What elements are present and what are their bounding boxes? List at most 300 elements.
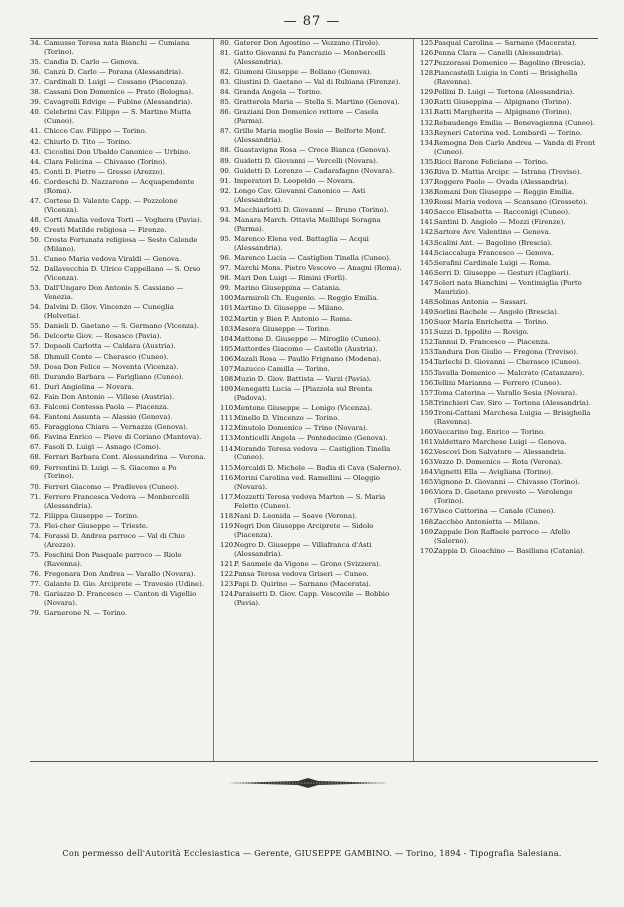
entry-text: Tellini Marianna — Ferrero (Cuneo). — [434, 378, 562, 387]
entry-number: 137. — [420, 177, 436, 186]
list-item — [420, 188, 598, 197]
entry-number: 94. — [220, 215, 231, 224]
list-item — [30, 303, 206, 321]
entry-text: Gratterola Maria — Stella S. Martino (Genova). — [234, 98, 400, 107]
entry-number: 67. — [30, 443, 41, 452]
list-item — [420, 129, 598, 138]
entry-text: Valdettaro Marchese Luigi — Genova. — [434, 438, 567, 446]
list-item — [30, 453, 206, 462]
entry-text: Guastavigna Rosa — Croce Bianca (Genova). — [234, 146, 391, 155]
entry-number: 164. — [420, 468, 436, 477]
entry-text: Pezzorassi Domenico — Bagolino (Brescia). — [434, 59, 586, 68]
entry-text: Sacco Elisabetta — Racconigi (Cuneo). — [434, 208, 571, 217]
list-item — [220, 404, 406, 413]
list-item — [220, 345, 406, 354]
entry-text: Zappale Don Raffaele parroco — Afello (Salerno). — [434, 527, 571, 545]
entry-text: Ratti Margherita — Alpignano (Torino). — [434, 108, 572, 117]
list-item — [220, 315, 406, 324]
entry-number: 87. — [220, 127, 231, 136]
list-item — [420, 259, 598, 268]
list-item — [30, 168, 206, 177]
list-item — [220, 522, 406, 540]
entry-number: 49. — [30, 226, 41, 235]
entry-number: 86. — [220, 108, 231, 117]
entry-number: 160. — [420, 427, 436, 436]
entry-text: Morcaldi D. Michele — Badia di Cava (Salerno). — [234, 463, 402, 472]
list-item — [420, 318, 598, 327]
entry-number: 133. — [420, 128, 436, 137]
list-item — [30, 88, 206, 97]
list-item — [220, 493, 406, 511]
entry-number: 65. — [30, 423, 41, 432]
list-item — [220, 98, 406, 107]
list-item — [420, 198, 598, 207]
entry-text: Conti D. Pietro — Gresso (Arezzo). — [44, 167, 165, 176]
entry-number: 81. — [220, 49, 231, 58]
list-item — [30, 383, 206, 392]
list-item — [30, 322, 206, 331]
entry-text: Galante D. Gio. Arciprete — Travesio (Udine). — [44, 579, 204, 588]
entry-text: Cresti Matilde religiosa — Firenze. — [44, 226, 167, 235]
list-item — [220, 385, 406, 403]
entry-number: 143. — [420, 238, 436, 247]
list-item — [30, 68, 206, 77]
entry-text: Cassani Don Domenico — Prato (Bologna). — [44, 88, 194, 97]
imprint-footer: Con permesso dell'Autorità Ecclesiastica — Gerente, GIUSEPPE GAMBINO. — Torino, 1894 - Tipografia Salesiana. — [62, 848, 562, 858]
entry-text: Granda Angela — Torino. — [234, 88, 322, 97]
entry-text: Foschini Don Pasquale parroco — Riolo (Ravenna). — [44, 550, 182, 568]
list-item — [420, 98, 598, 107]
entry-number: 52. — [30, 265, 41, 274]
entry-text: Mazali Rosa — Paullo Frignano (Modena). — [234, 354, 382, 363]
entry-number: 105. — [220, 344, 236, 353]
entry-text: Garnerone N. — Torino. — [44, 609, 127, 617]
entry-text: Dopaoli Carlotta — Caldara (Austria). — [44, 342, 176, 351]
entry-number: 159. — [420, 408, 436, 417]
entry-number: 50. — [30, 236, 41, 245]
list-item — [220, 474, 406, 492]
entry-text: Cordeschi D. Nazzareno — Acquapendente (Roma). — [44, 177, 195, 195]
entry-number: 66. — [30, 433, 41, 442]
entry-number: 136. — [420, 167, 436, 176]
entry-number: 56. — [30, 332, 41, 341]
entry-text: Manara March. Ottavia Mellilupi Soragna (Parma). — [234, 215, 381, 233]
entry-number: 53. — [30, 284, 41, 293]
list-item — [30, 423, 206, 432]
entry-number: 125. — [420, 39, 436, 47]
entry-number: 115. — [220, 463, 236, 472]
entry-number: 131. — [420, 108, 436, 117]
entry-text: Corti Amalia vedova Torti — Voghera (Pavia). — [44, 215, 202, 224]
list-item — [420, 358, 598, 367]
entry-text: Ricci Barone Feliciano — Torino. — [434, 157, 549, 166]
entry-number: 71. — [30, 492, 41, 501]
entry-number: 135. — [420, 157, 436, 166]
list-item — [220, 590, 406, 608]
list-item — [30, 178, 206, 196]
entry-text: Longo Cav. Giovanni Canonico — Asti (Alessandria). — [234, 186, 366, 204]
entry-text: Gaterer Don Agostino — Vezzano (Tirolo). — [234, 39, 381, 47]
entry-text: Crosta Fortunata religiosa — Sesto Calende (Milano). — [44, 236, 198, 254]
entry-text: Rossi Maria vedova — Scansano (Grosseto). — [434, 198, 588, 207]
entry-number: 108. — [220, 375, 236, 384]
entry-text: Gatto Giovanni fu Pancrazio — Monbercelli (Alessandria). — [234, 49, 386, 66]
entry-number: 83. — [220, 78, 231, 87]
entry-number: 146. — [420, 268, 436, 277]
entry-text: Dalvini D. Glov. Vincenzo — Cuneglia (Helvetia). — [44, 303, 174, 321]
entry-number: 69. — [30, 463, 41, 472]
entry-number: 76. — [30, 569, 41, 578]
list-item — [220, 445, 406, 463]
list-item — [420, 249, 598, 258]
entry-number: 39. — [30, 98, 41, 107]
entry-text: Cardinali D. Luigi — Cossano (Piacenza). — [44, 78, 188, 87]
list-item — [30, 98, 206, 107]
entry-text: Delcorte Giov. — Rosasco (Pavia). — [44, 332, 162, 341]
entry-number: 111. — [220, 414, 236, 423]
entry-text: Minello D. Vincenzo — Torino. — [234, 414, 340, 423]
entry-number: 88. — [220, 146, 231, 155]
entry-text: Romani Don Giuseppe — Reggio Emilia. — [434, 188, 575, 197]
entry-text: Paraisetti D. Giov. Capp. Vescovile — Bobbio (Pavia). — [234, 590, 390, 607]
entry-text: Mattordes Giacomo — Castello (Austria). — [234, 344, 378, 353]
entry-number: 158. — [420, 398, 436, 407]
entry-text: Dall'Ungaro Don Antonio S. Cassiano — Venezia. — [44, 284, 184, 302]
list-item — [220, 216, 406, 234]
list-item — [30, 551, 206, 569]
entry-text: Filippa Giuseppe — Torino. — [44, 511, 139, 520]
entry-text: Serri D. Giuseppe — Gesturi (Cagliari). — [434, 268, 571, 277]
list-item — [220, 304, 406, 313]
entry-text: Vignono D. Giovanni — Chivasso (Torino). — [434, 478, 580, 487]
entry-text: Guidetti D. Lorenzo — Cadarafagno (Novara). — [234, 166, 395, 175]
entry-number: 77. — [30, 579, 41, 588]
list-item — [30, 590, 206, 608]
list-item — [30, 483, 206, 492]
entry-number: 145. — [420, 258, 436, 267]
entry-number: 48. — [30, 215, 41, 224]
entry-text: Ferrentini D. Luigi — S. Giacomo a Po (Torino). — [44, 463, 177, 481]
list-item — [220, 39, 406, 48]
entry-text: Tarlechi D. Giovanni — Cherasco (Cuneo). — [434, 358, 582, 367]
entry-text: Roggero Paolo — Ovada (Alessandria). — [434, 177, 569, 186]
entry-number: 74. — [30, 531, 41, 540]
entry-number: 128. — [420, 69, 436, 78]
list-item — [220, 424, 406, 433]
entry-text: Piancastelli Luigia in Conti — Brisighella (Ravenna). — [434, 69, 578, 87]
entry-text: Visco Cattorina — Canale (Cuneo). — [434, 507, 556, 516]
list-item — [420, 369, 598, 378]
list-item — [30, 236, 206, 254]
entry-text: Marmiroli Ch. Eugenio. — Reggio Emilia. — [234, 294, 379, 303]
entry-text: Marino Giuseppina — Catania. — [234, 284, 342, 293]
entry-text: Menegatti Lucia — [Piazzola sul Brenta (Padova). — [234, 385, 373, 403]
list-item — [420, 168, 598, 177]
list-item — [420, 69, 598, 87]
entry-number: 93. — [220, 205, 231, 214]
entry-text: Sciaccaluga Francesco — Genova. — [434, 248, 554, 257]
entry-number: 107. — [220, 364, 236, 373]
entry-number: 134. — [420, 138, 436, 147]
entry-text: Pansa Teresa vedova Griseri — Cuneo. — [234, 569, 369, 578]
entry-text: Ciccolini Don Ubaldo Canonico — Urbino. — [44, 147, 191, 156]
list-item — [30, 78, 206, 87]
list-item — [420, 468, 598, 477]
list-item — [30, 532, 206, 550]
entry-text: Giumoni Giuseppe — Bollano (Genova). — [234, 68, 372, 77]
list-item — [420, 409, 598, 427]
list-item — [30, 255, 206, 264]
entry-text: Viora D. Gaetano prevosto — Verolengo (Torino). — [434, 488, 573, 506]
entry-number: 170. — [420, 546, 436, 555]
list-item — [30, 493, 206, 511]
list-item — [220, 284, 406, 293]
column-1 — [30, 39, 206, 761]
entry-text: Mentone Giuseppe — Lonigo (Vicenza). — [234, 404, 372, 413]
entry-number: 42. — [30, 137, 41, 146]
page-number: — 87 — — [283, 14, 341, 29]
entry-number: 126. — [420, 49, 436, 58]
entry-number: 100. — [220, 294, 236, 303]
entry-number: 103. — [220, 324, 236, 333]
list-item — [220, 580, 406, 589]
entry-text: Durì Angiolina — Novara. — [44, 382, 134, 391]
list-item — [30, 522, 206, 531]
list-item — [220, 68, 406, 77]
entry-text: Monticelli Angela — Pontedecimo (Genova). — [234, 434, 388, 443]
entry-number: 79. — [30, 609, 41, 617]
entry-text: Fantoni Assunta — Alassio (Genova). — [44, 413, 173, 422]
list-item — [30, 609, 206, 618]
list-item — [220, 335, 406, 344]
entry-number: 98. — [220, 274, 231, 283]
entry-number: 149. — [420, 307, 436, 316]
entry-text: Flei-cher Giuseppe — Trieste. — [44, 521, 149, 530]
entry-number: 104. — [220, 334, 236, 343]
list-item — [30, 413, 206, 422]
entry-number: 120. — [220, 540, 236, 549]
list-item — [420, 458, 598, 467]
entry-number: 113. — [220, 434, 236, 443]
list-item — [220, 512, 406, 521]
entry-text: Dosa Don Felice — Noventa (Vicenza). — [44, 362, 179, 371]
entry-number: 121. — [220, 559, 236, 568]
list-item — [420, 389, 598, 398]
list-item — [30, 363, 206, 372]
list-item — [220, 88, 406, 97]
entry-text: Fregonara Don Andrea — Varallo (Novara). — [44, 569, 196, 578]
entry-number: 85. — [220, 98, 231, 107]
entry-number: 35. — [30, 58, 41, 66]
list-item — [420, 39, 598, 48]
entry-text: Morini Carolina ved. Ramellini — Oleggio (Novara). — [234, 473, 380, 491]
ornament-divider-icon — [228, 778, 388, 788]
entry-text: Danieli D. Gaetano — S. Germano (Vicenza). — [44, 322, 199, 331]
list-item — [420, 328, 598, 337]
list-item — [420, 298, 598, 307]
entry-number: 54. — [30, 303, 41, 312]
entry-number: 119. — [220, 521, 236, 530]
entry-text: Gariazzo D. Francesco — Canton di Vigellio (Novara). — [44, 590, 197, 607]
entry-text: P. Saumele da Vigone — Grono (Svizzera). — [234, 559, 381, 568]
entry-number: 139. — [420, 198, 436, 207]
entry-number: 38. — [30, 88, 41, 97]
entry-text: Morando Teresa vedova — Castiglion Tinella (Cuneo). — [234, 444, 391, 462]
entry-number: 96. — [220, 253, 231, 262]
list-item — [220, 167, 406, 176]
list-item — [30, 58, 206, 67]
entry-text: Fain Don Antonio — Villese (Austria). — [44, 392, 175, 401]
entry-number: 150. — [420, 318, 436, 327]
entry-number: 102. — [220, 314, 236, 323]
entry-number: 154. — [420, 358, 436, 367]
entry-text: Nani D. Leonida — Soave (Verona). — [234, 511, 357, 520]
entry-number: 64. — [30, 413, 41, 422]
list-item — [220, 157, 406, 166]
entry-text: Mattone D. Giuseppe — Miroglio (Cuneo). — [234, 334, 381, 343]
list-item — [30, 216, 206, 225]
entry-text: Serafini Cardinale Luigi — Roma. — [434, 258, 552, 267]
list-item — [420, 528, 598, 546]
entry-text: Marchi Mons. Pietro Vescovo — Anagni (Roma). — [234, 264, 402, 273]
entry-number: 140. — [420, 208, 436, 217]
list-item — [30, 580, 206, 589]
list-item — [420, 49, 598, 58]
entry-text: Vezzo D. Domenico — Rota (Verona). — [434, 458, 563, 467]
list-item — [420, 88, 598, 97]
list-item — [420, 158, 598, 167]
list-item — [30, 108, 206, 126]
entry-number: 70. — [30, 482, 41, 491]
list-item — [420, 178, 598, 187]
list-item — [220, 177, 406, 186]
entry-number: 91. — [220, 176, 231, 185]
entry-number: 138. — [420, 188, 436, 197]
entry-number: 92. — [220, 186, 231, 195]
column-divider — [413, 39, 414, 761]
list-item — [220, 355, 406, 364]
entry-number: 168. — [420, 517, 436, 526]
entry-text: Imperatori D. Leopoldo — Novara. — [234, 176, 355, 185]
list-item — [420, 518, 598, 527]
entry-number: 41. — [30, 127, 41, 136]
list-item — [220, 464, 406, 473]
entry-text: Suor Maria Enrichetta — Torino. — [434, 318, 549, 327]
entry-number: 58. — [30, 352, 41, 361]
entry-text: Grillo Maria moglie Bosio — Belforte Monf. (Alessandria). — [234, 127, 386, 145]
list-item — [420, 547, 598, 556]
entry-number: 117. — [220, 492, 236, 501]
entry-number: 144. — [420, 248, 436, 257]
list-item — [220, 274, 406, 283]
list-item — [420, 488, 598, 506]
entry-text: Forassi D. Andrea parroco — Val di Chio (Arezzo). — [44, 531, 185, 549]
entry-text: Solinas Antonia — Sassari. — [434, 297, 528, 306]
entry-text: Martino D. Giuseppe — Milano. — [234, 304, 345, 313]
list-item — [420, 428, 598, 437]
entry-number: 101. — [220, 304, 236, 313]
entry-number: 43. — [30, 147, 41, 156]
entry-number: 130. — [420, 98, 436, 107]
entry-text: Faraggiona Chiara — Vernazza (Genova). — [44, 423, 188, 432]
entry-number: 161. — [420, 438, 436, 446]
entry-text: Camusso Teresa nata Bianchi — Cumiana (Torino). — [44, 39, 190, 56]
entry-number: 75. — [30, 550, 41, 559]
entry-text: Martin y Bien P. Antonio — Roma. — [234, 314, 353, 323]
entry-number: 47. — [30, 196, 41, 205]
entry-text: Reyneri Caterina ved. Lombardi — Torino. — [434, 128, 582, 137]
entry-number: 51. — [30, 255, 41, 264]
entry-text: Chiurlo D. Tito — Torino. — [44, 137, 132, 146]
list-item — [220, 108, 406, 126]
entry-text: Candia D. Carlo — Genova. — [44, 58, 140, 66]
entry-text: Riva D. Mattia Arcipr. — Istrana (Treviso). — [434, 167, 582, 176]
entry-text: Dhmull Conte — Cherasco (Cuneo). — [44, 352, 169, 361]
entry-text: Mazucco Camilla — Torino. — [234, 364, 330, 373]
entry-number: 84. — [220, 88, 231, 97]
entry-text: Vaccarino Ing. Enrico — Torino. — [434, 427, 546, 436]
entry-text: Scalini Ant. — Bagolino (Brescia). — [434, 238, 553, 247]
entry-number: 151. — [420, 328, 436, 337]
list-item — [220, 541, 406, 559]
column-divider — [213, 39, 214, 761]
list-item — [30, 127, 206, 136]
list-item — [420, 438, 598, 447]
entry-text: Sorlini Rachele — Angolo (Brescia). — [434, 307, 560, 316]
entry-number: 167. — [420, 507, 436, 516]
list-item — [220, 49, 406, 67]
entry-text: Macchiarlotti D. Giovanni — Bruno (Torino). — [234, 205, 389, 214]
subscriber-list — [30, 38, 598, 762]
list-item — [30, 158, 206, 167]
entry-text: Remogna Don Carlo Andrea — Vanda di Front (Cuneo). — [434, 138, 596, 156]
entry-number: 166. — [420, 488, 436, 497]
entry-text: Mozzetti Teresa vedova Marton — S. Maria Feletto (Cuneo). — [234, 492, 386, 510]
list-item — [220, 235, 406, 253]
entry-number: 61. — [30, 382, 41, 391]
list-item — [420, 239, 598, 248]
entry-text: Fasoli D. Luigi — Asnago (Como). — [44, 443, 161, 452]
entry-text: Minutolo Domenico — Trino (Novara). — [234, 424, 368, 433]
entry-text: Ferreri Giacomo — Pradleves (Cuneo). — [44, 482, 179, 491]
entry-text: Marenco Elena ved. Battaglia — Acqui (Alessandria). — [234, 234, 369, 252]
entry-number: 114. — [220, 444, 236, 453]
entry-text: Ratti Giuseppina — Alpignano (Torino). — [434, 98, 572, 107]
entry-number: 122. — [220, 569, 236, 578]
entry-number: 62. — [30, 392, 41, 401]
entry-text: Zappia D. Gioachino — Basiliana (Catania). — [434, 546, 585, 555]
entry-number: 73. — [30, 521, 41, 530]
list-item — [420, 59, 598, 68]
entry-number: 165. — [420, 478, 436, 487]
list-item — [30, 226, 206, 235]
list-item — [30, 443, 206, 452]
list-item — [220, 375, 406, 384]
list-item — [220, 294, 406, 303]
list-item — [420, 379, 598, 388]
entry-text: Trinchieri Cav. Siro — Tortona (Alessandria). — [434, 398, 591, 407]
list-item — [220, 206, 406, 215]
list-item — [30, 284, 206, 302]
entry-number: 78. — [30, 590, 41, 598]
entry-text: Soleri nata Bianchini — Ventimiglia (Porto Maurizio). — [434, 278, 582, 296]
entry-text: Canzù D. Carlo — Porana (Alessandria). — [44, 68, 184, 77]
entry-number: 124. — [220, 590, 236, 598]
entry-number: 72. — [30, 511, 41, 520]
column-3 — [420, 39, 598, 761]
entry-text: Dallavecchia D. Ulrico Cappellano — S. Orso (Vicenza). — [44, 265, 201, 283]
entry-text: Cuneo Maria vedova Viraldi — Genova. — [44, 255, 182, 264]
